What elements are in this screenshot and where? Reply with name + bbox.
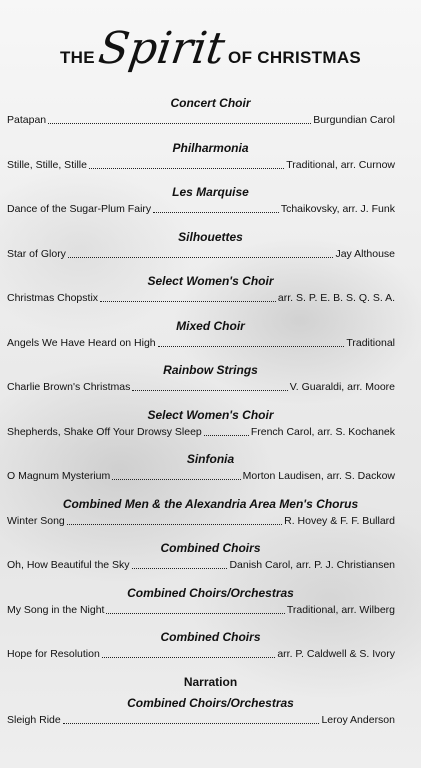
composer-credit: Jay Althouse bbox=[335, 247, 395, 260]
program-item bbox=[0, 450, 421, 495]
program-item bbox=[0, 584, 421, 629]
program-line bbox=[0, 201, 421, 217]
piece-title: O Magnum Mysterium bbox=[7, 470, 111, 482]
piece-title: Christmas Chopstix bbox=[7, 292, 99, 304]
piece-title: Hope for Resolution bbox=[7, 648, 100, 660]
ensemble-name: Select Women's Choir bbox=[147, 274, 274, 288]
composer-credit: French Carol, arr. S. Kochanek bbox=[250, 425, 395, 438]
program-line bbox=[0, 379, 421, 395]
ensemble-name: Concert Choir bbox=[170, 96, 251, 110]
piece-title: Winter Song bbox=[7, 514, 65, 527]
dot-leader bbox=[63, 722, 320, 724]
composer-credit: V. Guaraldi, arr. Moore bbox=[289, 381, 395, 393]
narration-item bbox=[0, 673, 421, 694]
header-the: THE bbox=[59, 48, 95, 67]
program-list bbox=[0, 94, 421, 738]
piece-title: Sleigh Ride bbox=[7, 713, 61, 726]
program-item bbox=[0, 139, 421, 184]
program-item bbox=[0, 539, 421, 584]
program-item bbox=[0, 495, 421, 540]
program-line bbox=[0, 246, 421, 262]
ensemble-name: Silhouettes bbox=[178, 229, 243, 244]
dot-leader bbox=[67, 523, 282, 525]
program-line bbox=[0, 513, 421, 529]
program-line bbox=[0, 335, 421, 351]
narration-label: Narration bbox=[183, 674, 238, 689]
composer-credit: Danish Carol, arr. P. J. Christiansen bbox=[229, 559, 395, 571]
composer-credit: arr. S. P. E. B. S. Q. S. A. bbox=[277, 292, 395, 304]
composer-credit: Leroy Anderson bbox=[321, 713, 395, 726]
program-line bbox=[0, 557, 421, 573]
piece-title: Patapan bbox=[7, 114, 47, 126]
dot-leader bbox=[100, 300, 276, 302]
piece-title: Angels We Have Heard on High bbox=[7, 336, 156, 349]
dot-leader bbox=[68, 256, 334, 258]
ensemble-name: Mixed Choir bbox=[176, 318, 245, 333]
program-item bbox=[0, 317, 421, 362]
composer-credit: Traditional bbox=[346, 336, 395, 349]
program-header bbox=[0, 14, 421, 84]
program-item bbox=[0, 183, 421, 228]
dot-leader bbox=[153, 211, 279, 213]
ensemble-name: Philharmonia bbox=[172, 140, 249, 155]
program-item bbox=[0, 94, 421, 139]
program-item bbox=[0, 228, 421, 273]
piece-title: My Song in the Night bbox=[7, 603, 105, 616]
program-item bbox=[0, 361, 421, 406]
program-line bbox=[0, 646, 421, 662]
program-line bbox=[0, 157, 421, 173]
program-line bbox=[0, 290, 421, 306]
header-of-christmas: OF CHRISTMAS bbox=[228, 48, 362, 67]
dot-leader bbox=[102, 656, 276, 658]
program-item bbox=[0, 272, 421, 317]
program-line bbox=[0, 112, 421, 128]
composer-credit: Traditional, arr. Wilberg bbox=[286, 603, 395, 616]
dot-leader bbox=[112, 478, 240, 480]
program-line bbox=[0, 602, 421, 618]
ensemble-name: Sinfonia bbox=[186, 452, 235, 466]
dot-leader bbox=[48, 122, 311, 124]
ensemble-name: Combined Men & the Alexandria Area Men's Chorus bbox=[62, 496, 359, 511]
header-spirit-script: Spirit bbox=[95, 23, 228, 74]
program-line bbox=[0, 468, 421, 484]
dot-leader bbox=[132, 567, 228, 569]
composer-credit: R. Hovey & F. F. Bullard bbox=[284, 514, 395, 527]
ensemble-name: Combined Choirs/Orchestras bbox=[127, 585, 294, 600]
dot-leader bbox=[106, 612, 284, 614]
program-item-finale bbox=[0, 694, 421, 739]
piece-title: Dance of the Sugar-Plum Fairy bbox=[7, 203, 152, 215]
composer-credit: Burgundian Carol bbox=[313, 114, 395, 126]
composer-credit: arr. P. Caldwell & S. Ivory bbox=[277, 648, 395, 660]
program-item bbox=[0, 628, 421, 673]
program-line bbox=[0, 712, 421, 728]
composer-credit: Traditional, arr. Curnow bbox=[286, 158, 395, 171]
piece-title: Oh, How Beautiful the Sky bbox=[7, 559, 130, 571]
program-item bbox=[0, 406, 421, 451]
ensemble-name: Les Marquise bbox=[172, 185, 249, 199]
ensemble-name: Select Women's Choir bbox=[147, 407, 274, 422]
composer-credit: Morton Laudisen, arr. S. Dackow bbox=[242, 470, 395, 482]
piece-title: Stille, Stille, Stille bbox=[7, 158, 87, 171]
ensemble-name: Combined Choirs bbox=[160, 630, 261, 644]
dot-leader bbox=[89, 167, 284, 169]
piece-title: Shepherds, Shake Off Your Drowsy Sleep bbox=[7, 425, 202, 438]
piece-title: Star of Glory bbox=[7, 247, 66, 260]
ensemble-name: Combined Choirs/Orchestras bbox=[127, 695, 294, 710]
dot-leader bbox=[204, 434, 249, 436]
ensemble-name: Rainbow Strings bbox=[163, 363, 258, 377]
piece-title: Charlie Brown's Christmas bbox=[7, 381, 131, 393]
program-line bbox=[0, 424, 421, 440]
dot-leader bbox=[132, 389, 287, 391]
composer-credit: Tchaikovsky, arr. J. Funk bbox=[280, 203, 395, 215]
ensemble-name: Combined Choirs bbox=[160, 541, 261, 555]
dot-leader bbox=[158, 345, 345, 347]
